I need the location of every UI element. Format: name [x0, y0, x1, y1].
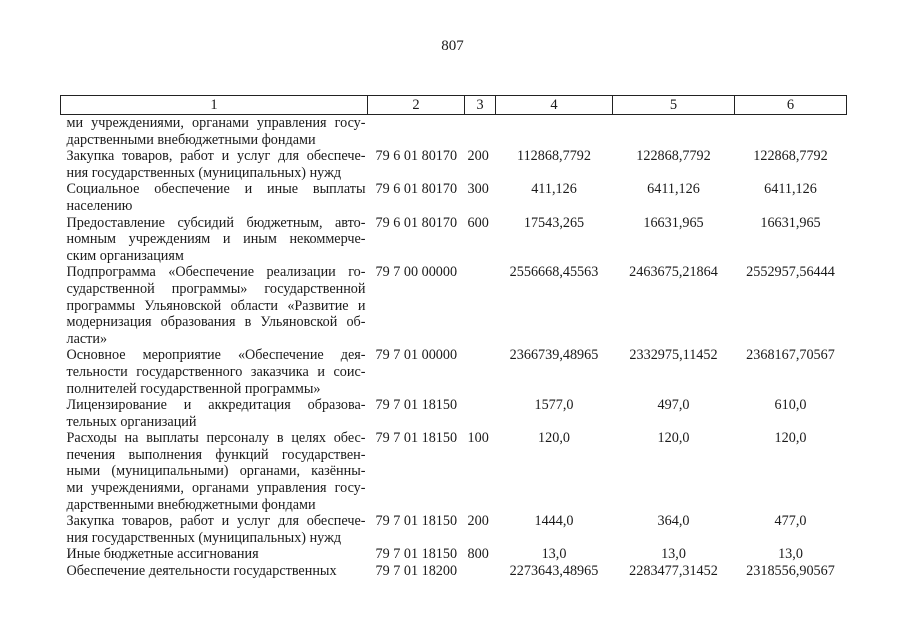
row-value-col6: 2552957,56444: [746, 264, 835, 281]
row-value-col5: 122868,7792: [636, 148, 711, 165]
row-value-col5: 2332975,11452: [629, 347, 718, 364]
row-value-col4: 17543,265: [523, 214, 585, 231]
row-name-line: печения выполнения функций государствен-: [66, 446, 366, 463]
row-value-col4: [496, 115, 613, 149]
table-row: [61, 115, 847, 149]
row-code: 79 7 01 18150: [375, 397, 458, 414]
row-name-line: Лицензирование и аккредитация образова-: [66, 397, 366, 414]
row-value-col5: 2283477,31452: [629, 563, 718, 580]
row-name-line: ными (муниципальными) органами, казённы-: [66, 463, 366, 480]
row-expense-type: [465, 264, 496, 347]
budget-table: [60, 95, 847, 580]
row-name-line: дарственными внебюджетными фондами: [66, 496, 316, 513]
row-value-col4: 1444,0: [534, 513, 574, 530]
row-value-col6: 6411,126: [764, 181, 817, 198]
row-name-line: полнителей государственной программы»: [66, 380, 321, 397]
row-name-line: Основное мероприятие «Обеспечение дея-: [66, 347, 366, 364]
column-header-5: 5: [613, 96, 735, 115]
row-expense-type: 200: [467, 513, 489, 530]
row-value-col6: 610,0: [774, 397, 807, 414]
row-name-line: ния государственных (муниципальных) нужд: [66, 164, 342, 181]
row-name: [61, 513, 368, 546]
row-code: 79 7 00 00000: [375, 264, 458, 281]
row-code: 79 6 01 80170: [375, 181, 458, 198]
row-value-col6: 16631,965: [760, 214, 821, 231]
row-code: 79 6 01 80170: [375, 148, 458, 165]
row-value-col5: 497,0: [657, 397, 690, 414]
row-name-line: тельных организаций: [66, 413, 197, 430]
row-value-col5: 364,0: [657, 513, 690, 530]
row-name-line: ми учреждениями, органами управления госу-: [66, 480, 366, 497]
row-expense-type: 600: [467, 214, 489, 231]
row-name-line: населению: [66, 197, 133, 214]
row-name-line: Подпрограмма «Обеспечение реализации го-: [66, 264, 366, 281]
row-code: 79 7 01 18150: [375, 430, 458, 447]
row-name: [61, 397, 368, 430]
column-header-3: 3: [465, 96, 496, 115]
column-header-1: 1: [61, 96, 368, 115]
column-header-6: 6: [735, 96, 847, 115]
row-value-col6: [735, 115, 847, 149]
row-expense-type: 800: [467, 546, 489, 563]
row-expense-type: 100: [467, 430, 489, 447]
row-value-col5: 120,0: [657, 430, 690, 447]
row-name-line: ским организациям: [66, 247, 184, 264]
row-value-col4: 112868,7792: [517, 148, 591, 165]
row-name-line: тельности государственного заказчика и соис-: [66, 363, 366, 380]
row-name-line: сударственной программы» государственной: [66, 280, 366, 297]
row-name-line: Социальное обеспечение и иные выплаты: [66, 181, 366, 198]
row-name-line: Закупка товаров, работ и услуг для обеспече-: [66, 148, 366, 165]
row-value-col5: 16631,965: [643, 214, 704, 231]
row-value-col5: 13,0: [661, 546, 686, 563]
row-code: 79 7 01 18150: [375, 546, 458, 563]
row-name: [61, 264, 368, 347]
row-expense-type: 200: [467, 148, 489, 165]
row-name-line: программы Ульяновской области «Развитие и: [66, 297, 366, 314]
row-value-col6: 2318556,90567: [746, 563, 835, 580]
row-expense-type: [465, 563, 496, 580]
table-row: [61, 513, 847, 546]
row-name-line: Расходы на выплаты персоналу в целях обес-: [66, 430, 366, 447]
row-value-col6: 122868,7792: [753, 148, 828, 165]
row-expense-type: [465, 397, 496, 430]
row-value-col6: 13,0: [778, 546, 803, 563]
page-bottom-edge: [0, 628, 905, 640]
row-name: [61, 181, 368, 214]
row-value-col4: 120,0: [538, 430, 570, 447]
row-value-col4: 1577,0: [534, 397, 574, 414]
row-expense-type: [465, 347, 496, 397]
row-name-line: Закупка товаров, работ и услуг для обеспече-: [66, 513, 366, 530]
row-code: 79 7 01 00000: [375, 347, 458, 364]
row-name-line: дарственными внебюджетными фондами: [66, 131, 316, 148]
row-expense-type: 300: [467, 181, 489, 198]
row-name: [61, 563, 368, 580]
row-value-col5: [613, 115, 735, 149]
table-row: [61, 397, 847, 430]
table-row: [61, 563, 847, 580]
row-name-line: номным учреждениям и иным некоммерче-: [66, 231, 366, 248]
row-value-col4: 411,126: [531, 181, 577, 198]
row-value-col4: 13,0: [541, 546, 567, 563]
row-name-line: Предоставление субсидий бюджетным, авто-: [66, 214, 366, 231]
column-header-2: 2: [368, 96, 465, 115]
row-name-line: Иные бюджетные ассигнования: [66, 546, 259, 563]
row-name-line: ми учреждениями, органами управления госу-: [66, 115, 366, 131]
row-name-line: ния государственных (муниципальных) нужд: [66, 529, 342, 546]
row-value-col6: 2368167,70567: [746, 347, 835, 364]
header-row: [61, 96, 847, 115]
row-name: [61, 148, 368, 181]
table-row: [61, 546, 847, 563]
row-name-line: Обеспечение деятельности государственных: [66, 563, 337, 580]
row-expense-type: [465, 115, 496, 149]
table-row: [61, 264, 847, 347]
row-value-col5: 2463675,21864: [629, 264, 718, 281]
row-value-col5: 6411,126: [647, 181, 700, 198]
row-name-line: ласти»: [66, 330, 108, 347]
table-row: [61, 215, 847, 265]
row-value-col6: 120,0: [774, 430, 807, 447]
table-row: [61, 430, 847, 513]
row-code: 79 6 01 80170: [375, 214, 458, 231]
row-code: 79 7 01 18150: [375, 513, 458, 530]
column-header-4: 4: [496, 96, 613, 115]
row-name-line: модернизация образования в Ульяновской об-: [66, 314, 366, 331]
row-code: 79 7 01 18200: [375, 563, 458, 580]
row-value-col4: 2273643,48965: [509, 563, 599, 580]
row-value-col4: 2556668,45563: [509, 264, 599, 281]
table-row: [61, 347, 847, 397]
table-row: [61, 181, 847, 214]
row-name: [61, 546, 368, 563]
row-name: [61, 215, 368, 265]
row-value-col6: 477,0: [774, 513, 807, 530]
row-value-col4: 2366739,48965: [509, 347, 599, 364]
row-name: [61, 347, 368, 397]
page-number: 807: [441, 38, 464, 54]
row-code: [368, 115, 465, 149]
table-body: [61, 115, 847, 580]
row-name: [61, 115, 368, 149]
row-name: [61, 430, 368, 513]
table-row: [61, 148, 847, 181]
